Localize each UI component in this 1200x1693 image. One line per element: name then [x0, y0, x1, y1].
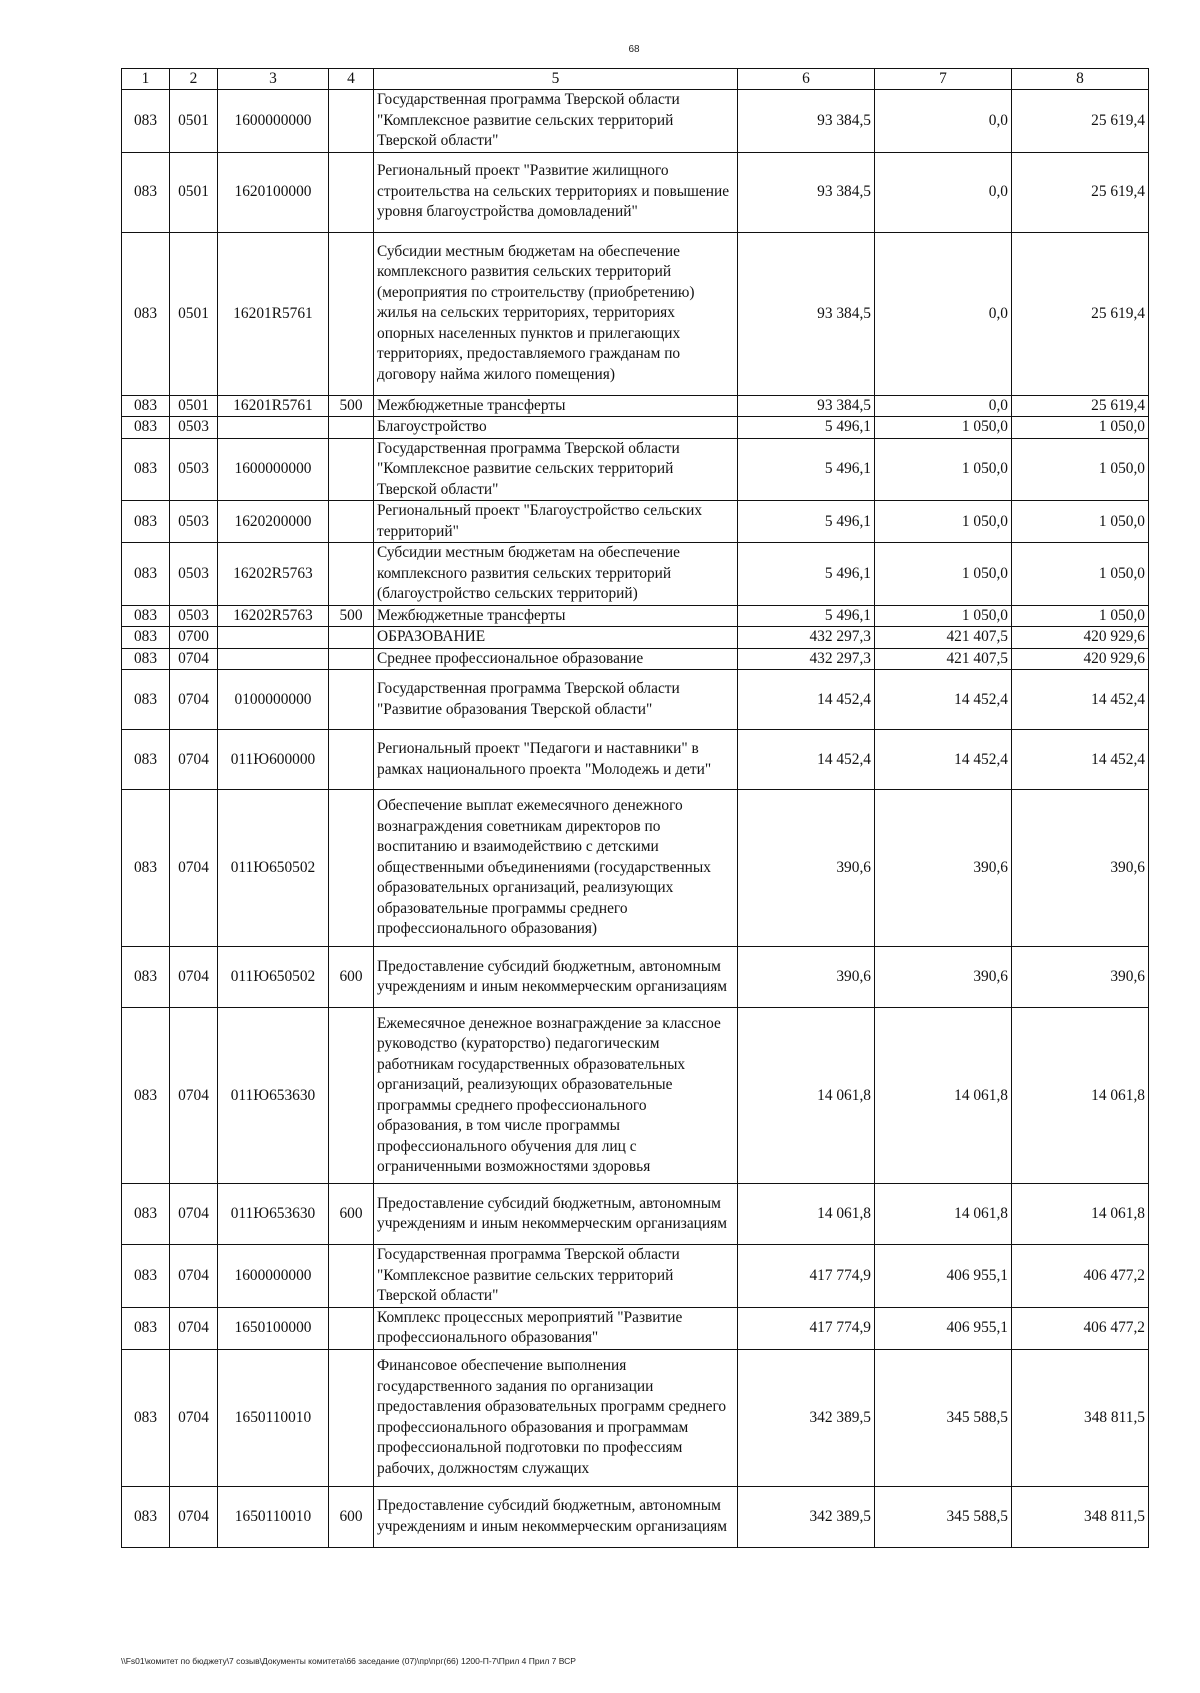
footer-file-path: \\Fs01\комитет по бюджету\7 созыв\Документы комитета\66 заседание (07)\пр\прг(66) 1200-П-7\Прил 4 Прил 7 ВСР — [121, 1656, 576, 1666]
cell-name: Государственная программа Тверской области "Комплексное развитие сельских территорий Тверской области" — [374, 438, 738, 501]
table-row — [122, 1184, 1149, 1245]
cell-target-article: 1600000000 — [218, 1245, 329, 1308]
cell-section: 0704 — [170, 1184, 218, 1245]
cell-section: 0501 — [170, 152, 218, 232]
cell-expense-type: 600 — [329, 1184, 374, 1245]
cell-name: Региональный проект "Педагоги и наставники" в рамках национального проекта "Молодежь и дети" — [374, 730, 738, 790]
cell-amount-2: 345 588,5 — [875, 1486, 1012, 1547]
cell-name: ОБРАЗОВАНИЕ — [374, 627, 738, 649]
cell-name: Комплекс процессных мероприятий "Развитие профессионального образования" — [374, 1307, 738, 1349]
cell-amount-2: 0,0 — [875, 90, 1012, 153]
budget-table — [121, 68, 1149, 1548]
cell-expense-type — [329, 90, 374, 153]
cell-code: 083 — [122, 543, 170, 606]
cell-code: 083 — [122, 438, 170, 501]
cell-target-article — [218, 648, 329, 670]
cell-amount-1: 93 384,5 — [738, 152, 875, 232]
cell-amount-1: 93 384,5 — [738, 395, 875, 417]
cell-expense-type — [329, 438, 374, 501]
cell-target-article: 1600000000 — [218, 438, 329, 501]
cell-name: Государственная программа Тверской области "Развитие образования Тверской области" — [374, 670, 738, 730]
table-row — [122, 543, 1149, 606]
cell-amount-1: 432 297,3 — [738, 627, 875, 649]
cell-amount-2: 406 955,1 — [875, 1245, 1012, 1308]
cell-section: 0704 — [170, 947, 218, 1008]
table-row — [122, 605, 1149, 627]
cell-target-article: 1650100000 — [218, 1307, 329, 1349]
table-row — [122, 417, 1149, 439]
table-row — [122, 1008, 1149, 1184]
cell-name: Межбюджетные трансферты — [374, 395, 738, 417]
cell-expense-type — [329, 670, 374, 730]
cell-amount-2: 390,6 — [875, 790, 1012, 947]
cell-section: 0704 — [170, 1307, 218, 1349]
cell-code: 083 — [122, 1008, 170, 1184]
cell-amount-3: 25 619,4 — [1012, 152, 1149, 232]
cell-section: 0501 — [170, 395, 218, 417]
cell-name: Субсидии местным бюджетам на обеспечение комплексного развития сельских территорий (благоустройство сельских территорий) — [374, 543, 738, 606]
cell-amount-2: 406 955,1 — [875, 1307, 1012, 1349]
column-header: 2 — [170, 69, 218, 90]
cell-target-article — [218, 417, 329, 439]
table-row — [122, 1486, 1149, 1547]
table-row — [122, 730, 1149, 790]
cell-code: 083 — [122, 90, 170, 153]
cell-amount-1: 5 496,1 — [738, 501, 875, 543]
cell-amount-3: 406 477,2 — [1012, 1307, 1149, 1349]
cell-amount-1: 417 774,9 — [738, 1245, 875, 1308]
cell-amount-2: 390,6 — [875, 947, 1012, 1008]
cell-amount-1: 432 297,3 — [738, 648, 875, 670]
cell-target-article: 1650110010 — [218, 1349, 329, 1486]
cell-code: 083 — [122, 152, 170, 232]
cell-target-article: 1620100000 — [218, 152, 329, 232]
cell-target-article: 16202R5763 — [218, 543, 329, 606]
cell-amount-2: 14 452,4 — [875, 730, 1012, 790]
cell-name: Среднее профессиональное образование — [374, 648, 738, 670]
cell-amount-1: 342 389,5 — [738, 1349, 875, 1486]
cell-expense-type — [329, 543, 374, 606]
cell-target-article: 1600000000 — [218, 90, 329, 153]
cell-amount-1: 14 452,4 — [738, 730, 875, 790]
cell-amount-3: 1 050,0 — [1012, 417, 1149, 439]
cell-expense-type: 600 — [329, 1486, 374, 1547]
cell-expense-type — [329, 1245, 374, 1308]
cell-code: 083 — [122, 1307, 170, 1349]
cell-expense-type — [329, 627, 374, 649]
cell-target-article: 1650110010 — [218, 1486, 329, 1547]
table-row — [122, 395, 1149, 417]
cell-amount-2: 421 407,5 — [875, 627, 1012, 649]
cell-expense-type — [329, 730, 374, 790]
cell-amount-3: 14 061,8 — [1012, 1184, 1149, 1245]
table-row — [122, 790, 1149, 947]
cell-name: Благоустройство — [374, 417, 738, 439]
table-row — [122, 627, 1149, 649]
cell-code: 083 — [122, 501, 170, 543]
cell-name: Предоставление субсидий бюджетным, автономным учреждениям и иным некоммерческим организациям — [374, 1486, 738, 1547]
column-header: 1 — [122, 69, 170, 90]
cell-amount-3: 14 452,4 — [1012, 730, 1149, 790]
cell-target-article: 1620200000 — [218, 501, 329, 543]
table-row — [122, 947, 1149, 1008]
column-header: 5 — [374, 69, 738, 90]
cell-section: 0704 — [170, 1349, 218, 1486]
cell-amount-3: 1 050,0 — [1012, 501, 1149, 543]
table-row — [122, 438, 1149, 501]
table-row — [122, 670, 1149, 730]
cell-target-article: 16201R5761 — [218, 395, 329, 417]
cell-expense-type: 500 — [329, 395, 374, 417]
cell-code: 083 — [122, 648, 170, 670]
cell-amount-2: 1 050,0 — [875, 417, 1012, 439]
page-number: 68 — [628, 44, 640, 55]
cell-code: 083 — [122, 1184, 170, 1245]
column-header: 6 — [738, 69, 875, 90]
cell-name: Межбюджетные трансферты — [374, 605, 738, 627]
cell-section: 0503 — [170, 605, 218, 627]
cell-target-article: 011Ю600000 — [218, 730, 329, 790]
cell-amount-3: 348 811,5 — [1012, 1486, 1149, 1547]
table-row — [122, 90, 1149, 153]
cell-expense-type — [329, 152, 374, 232]
cell-target-article: 011Ю653630 — [218, 1008, 329, 1184]
cell-section: 0503 — [170, 438, 218, 501]
cell-amount-1: 5 496,1 — [738, 605, 875, 627]
cell-amount-1: 5 496,1 — [738, 417, 875, 439]
cell-code: 083 — [122, 670, 170, 730]
table-row — [122, 648, 1149, 670]
cell-section: 0501 — [170, 90, 218, 153]
cell-amount-1: 5 496,1 — [738, 543, 875, 606]
table-body — [122, 90, 1149, 1548]
cell-amount-1: 93 384,5 — [738, 232, 875, 395]
cell-amount-3: 420 929,6 — [1012, 627, 1149, 649]
cell-amount-3: 25 619,4 — [1012, 232, 1149, 395]
cell-code: 083 — [122, 417, 170, 439]
table-row — [122, 232, 1149, 395]
cell-code: 083 — [122, 947, 170, 1008]
table-row — [122, 501, 1149, 543]
cell-amount-3: 390,6 — [1012, 790, 1149, 947]
cell-section: 0501 — [170, 232, 218, 395]
cell-amount-2: 14 061,8 — [875, 1184, 1012, 1245]
cell-name: Финансовое обеспечение выполнения государственного задания по организации предоставления образовательных программ среднего профессионального образования и программам профессиональной подготовки по профессиям рабочих, должностям служащих — [374, 1349, 738, 1486]
cell-name: Региональный проект "Развитие жилищного строительства на сельских территориях и повышение уровня благоустройства домовладений" — [374, 152, 738, 232]
cell-amount-1: 417 774,9 — [738, 1307, 875, 1349]
cell-section: 0704 — [170, 1245, 218, 1308]
cell-section: 0704 — [170, 790, 218, 947]
table-row — [122, 152, 1149, 232]
cell-amount-1: 342 389,5 — [738, 1486, 875, 1547]
cell-code: 083 — [122, 605, 170, 627]
cell-target-article: 011Ю650502 — [218, 790, 329, 947]
cell-code: 083 — [122, 395, 170, 417]
column-header: 4 — [329, 69, 374, 90]
cell-expense-type — [329, 1307, 374, 1349]
cell-section: 0704 — [170, 1008, 218, 1184]
cell-amount-3: 14 452,4 — [1012, 670, 1149, 730]
cell-code: 083 — [122, 730, 170, 790]
cell-amount-2: 0,0 — [875, 395, 1012, 417]
column-header: 7 — [875, 69, 1012, 90]
table-row — [122, 1245, 1149, 1308]
cell-amount-1: 5 496,1 — [738, 438, 875, 501]
cell-name: Обеспечение выплат ежемесячного денежного вознаграждения советникам директоров по воспитанию и взаимодействию с детскими общественными объединениями (государственных образовательных организаций, реализующих образовательные программы среднего профессионального образования) — [374, 790, 738, 947]
cell-amount-3: 25 619,4 — [1012, 395, 1149, 417]
cell-section: 0700 — [170, 627, 218, 649]
cell-amount-2: 1 050,0 — [875, 605, 1012, 627]
cell-code: 083 — [122, 790, 170, 947]
cell-section: 0503 — [170, 543, 218, 606]
cell-expense-type: 500 — [329, 605, 374, 627]
cell-target-article: 0100000000 — [218, 670, 329, 730]
header-row — [122, 69, 1149, 90]
cell-amount-2: 14 061,8 — [875, 1008, 1012, 1184]
cell-code: 083 — [122, 1245, 170, 1308]
cell-expense-type — [329, 790, 374, 947]
cell-amount-2: 1 050,0 — [875, 543, 1012, 606]
cell-section: 0503 — [170, 417, 218, 439]
cell-code: 083 — [122, 1349, 170, 1486]
cell-code: 083 — [122, 232, 170, 395]
cell-section: 0704 — [170, 670, 218, 730]
cell-amount-1: 14 061,8 — [738, 1008, 875, 1184]
cell-amount-3: 1 050,0 — [1012, 605, 1149, 627]
table-header — [122, 69, 1149, 90]
cell-code: 083 — [122, 627, 170, 649]
cell-code: 083 — [122, 1486, 170, 1547]
cell-amount-3: 25 619,4 — [1012, 90, 1149, 153]
cell-amount-2: 0,0 — [875, 152, 1012, 232]
cell-section: 0704 — [170, 730, 218, 790]
cell-amount-3: 14 061,8 — [1012, 1008, 1149, 1184]
cell-amount-2: 345 588,5 — [875, 1349, 1012, 1486]
cell-amount-2: 0,0 — [875, 232, 1012, 395]
cell-target-article — [218, 627, 329, 649]
cell-amount-3: 420 929,6 — [1012, 648, 1149, 670]
table-row — [122, 1349, 1149, 1486]
cell-name: Предоставление субсидий бюджетным, автономным учреждениям и иным некоммерческим организациям — [374, 947, 738, 1008]
cell-name: Государственная программа Тверской области "Комплексное развитие сельских территорий Тверской области" — [374, 1245, 738, 1308]
cell-amount-3: 1 050,0 — [1012, 543, 1149, 606]
table-row — [122, 1307, 1149, 1349]
cell-target-article: 011Ю653630 — [218, 1184, 329, 1245]
cell-amount-2: 1 050,0 — [875, 501, 1012, 543]
column-header: 3 — [218, 69, 329, 90]
cell-section: 0704 — [170, 648, 218, 670]
cell-section: 0503 — [170, 501, 218, 543]
cell-expense-type: 600 — [329, 947, 374, 1008]
cell-expense-type — [329, 417, 374, 439]
cell-expense-type — [329, 1008, 374, 1184]
cell-expense-type — [329, 232, 374, 395]
cell-name: Ежемесячное денежное вознаграждение за классное руководство (кураторство) педагогическим работникам государственных образовательных организаций, реализующих образовательные программы среднего профессионального образования, в том числе программы профессионального обучения для лиц с ограниченными возможностями здоровья — [374, 1008, 738, 1184]
cell-amount-1: 390,6 — [738, 947, 875, 1008]
cell-amount-1: 93 384,5 — [738, 90, 875, 153]
cell-section: 0704 — [170, 1486, 218, 1547]
cell-amount-3: 348 811,5 — [1012, 1349, 1149, 1486]
cell-name: Субсидии местным бюджетам на обеспечение комплексного развития сельских территорий (мероприятия по строительству (приобретению) жилья на сельских территориях, территориях опорных населенных пунктов и прилегающих территориях, предоставляемого гражданам по договору найма жилого помещения) — [374, 232, 738, 395]
cell-amount-1: 390,6 — [738, 790, 875, 947]
cell-amount-2: 421 407,5 — [875, 648, 1012, 670]
cell-name: Государственная программа Тверской области "Комплексное развитие сельских территорий Тверской области" — [374, 90, 738, 153]
cell-amount-2: 14 452,4 — [875, 670, 1012, 730]
cell-expense-type — [329, 648, 374, 670]
cell-amount-2: 1 050,0 — [875, 438, 1012, 501]
cell-amount-1: 14 452,4 — [738, 670, 875, 730]
cell-target-article: 16201R5761 — [218, 232, 329, 395]
cell-target-article: 011Ю650502 — [218, 947, 329, 1008]
cell-target-article: 16202R5763 — [218, 605, 329, 627]
cell-amount-1: 14 061,8 — [738, 1184, 875, 1245]
cell-name: Региональный проект "Благоустройство сельских территорий" — [374, 501, 738, 543]
cell-amount-3: 406 477,2 — [1012, 1245, 1149, 1308]
cell-expense-type — [329, 501, 374, 543]
cell-amount-3: 390,6 — [1012, 947, 1149, 1008]
cell-name: Предоставление субсидий бюджетным, автономным учреждениям и иным некоммерческим организациям — [374, 1184, 738, 1245]
column-header: 8 — [1012, 69, 1149, 90]
cell-amount-3: 1 050,0 — [1012, 438, 1149, 501]
cell-expense-type — [329, 1349, 374, 1486]
